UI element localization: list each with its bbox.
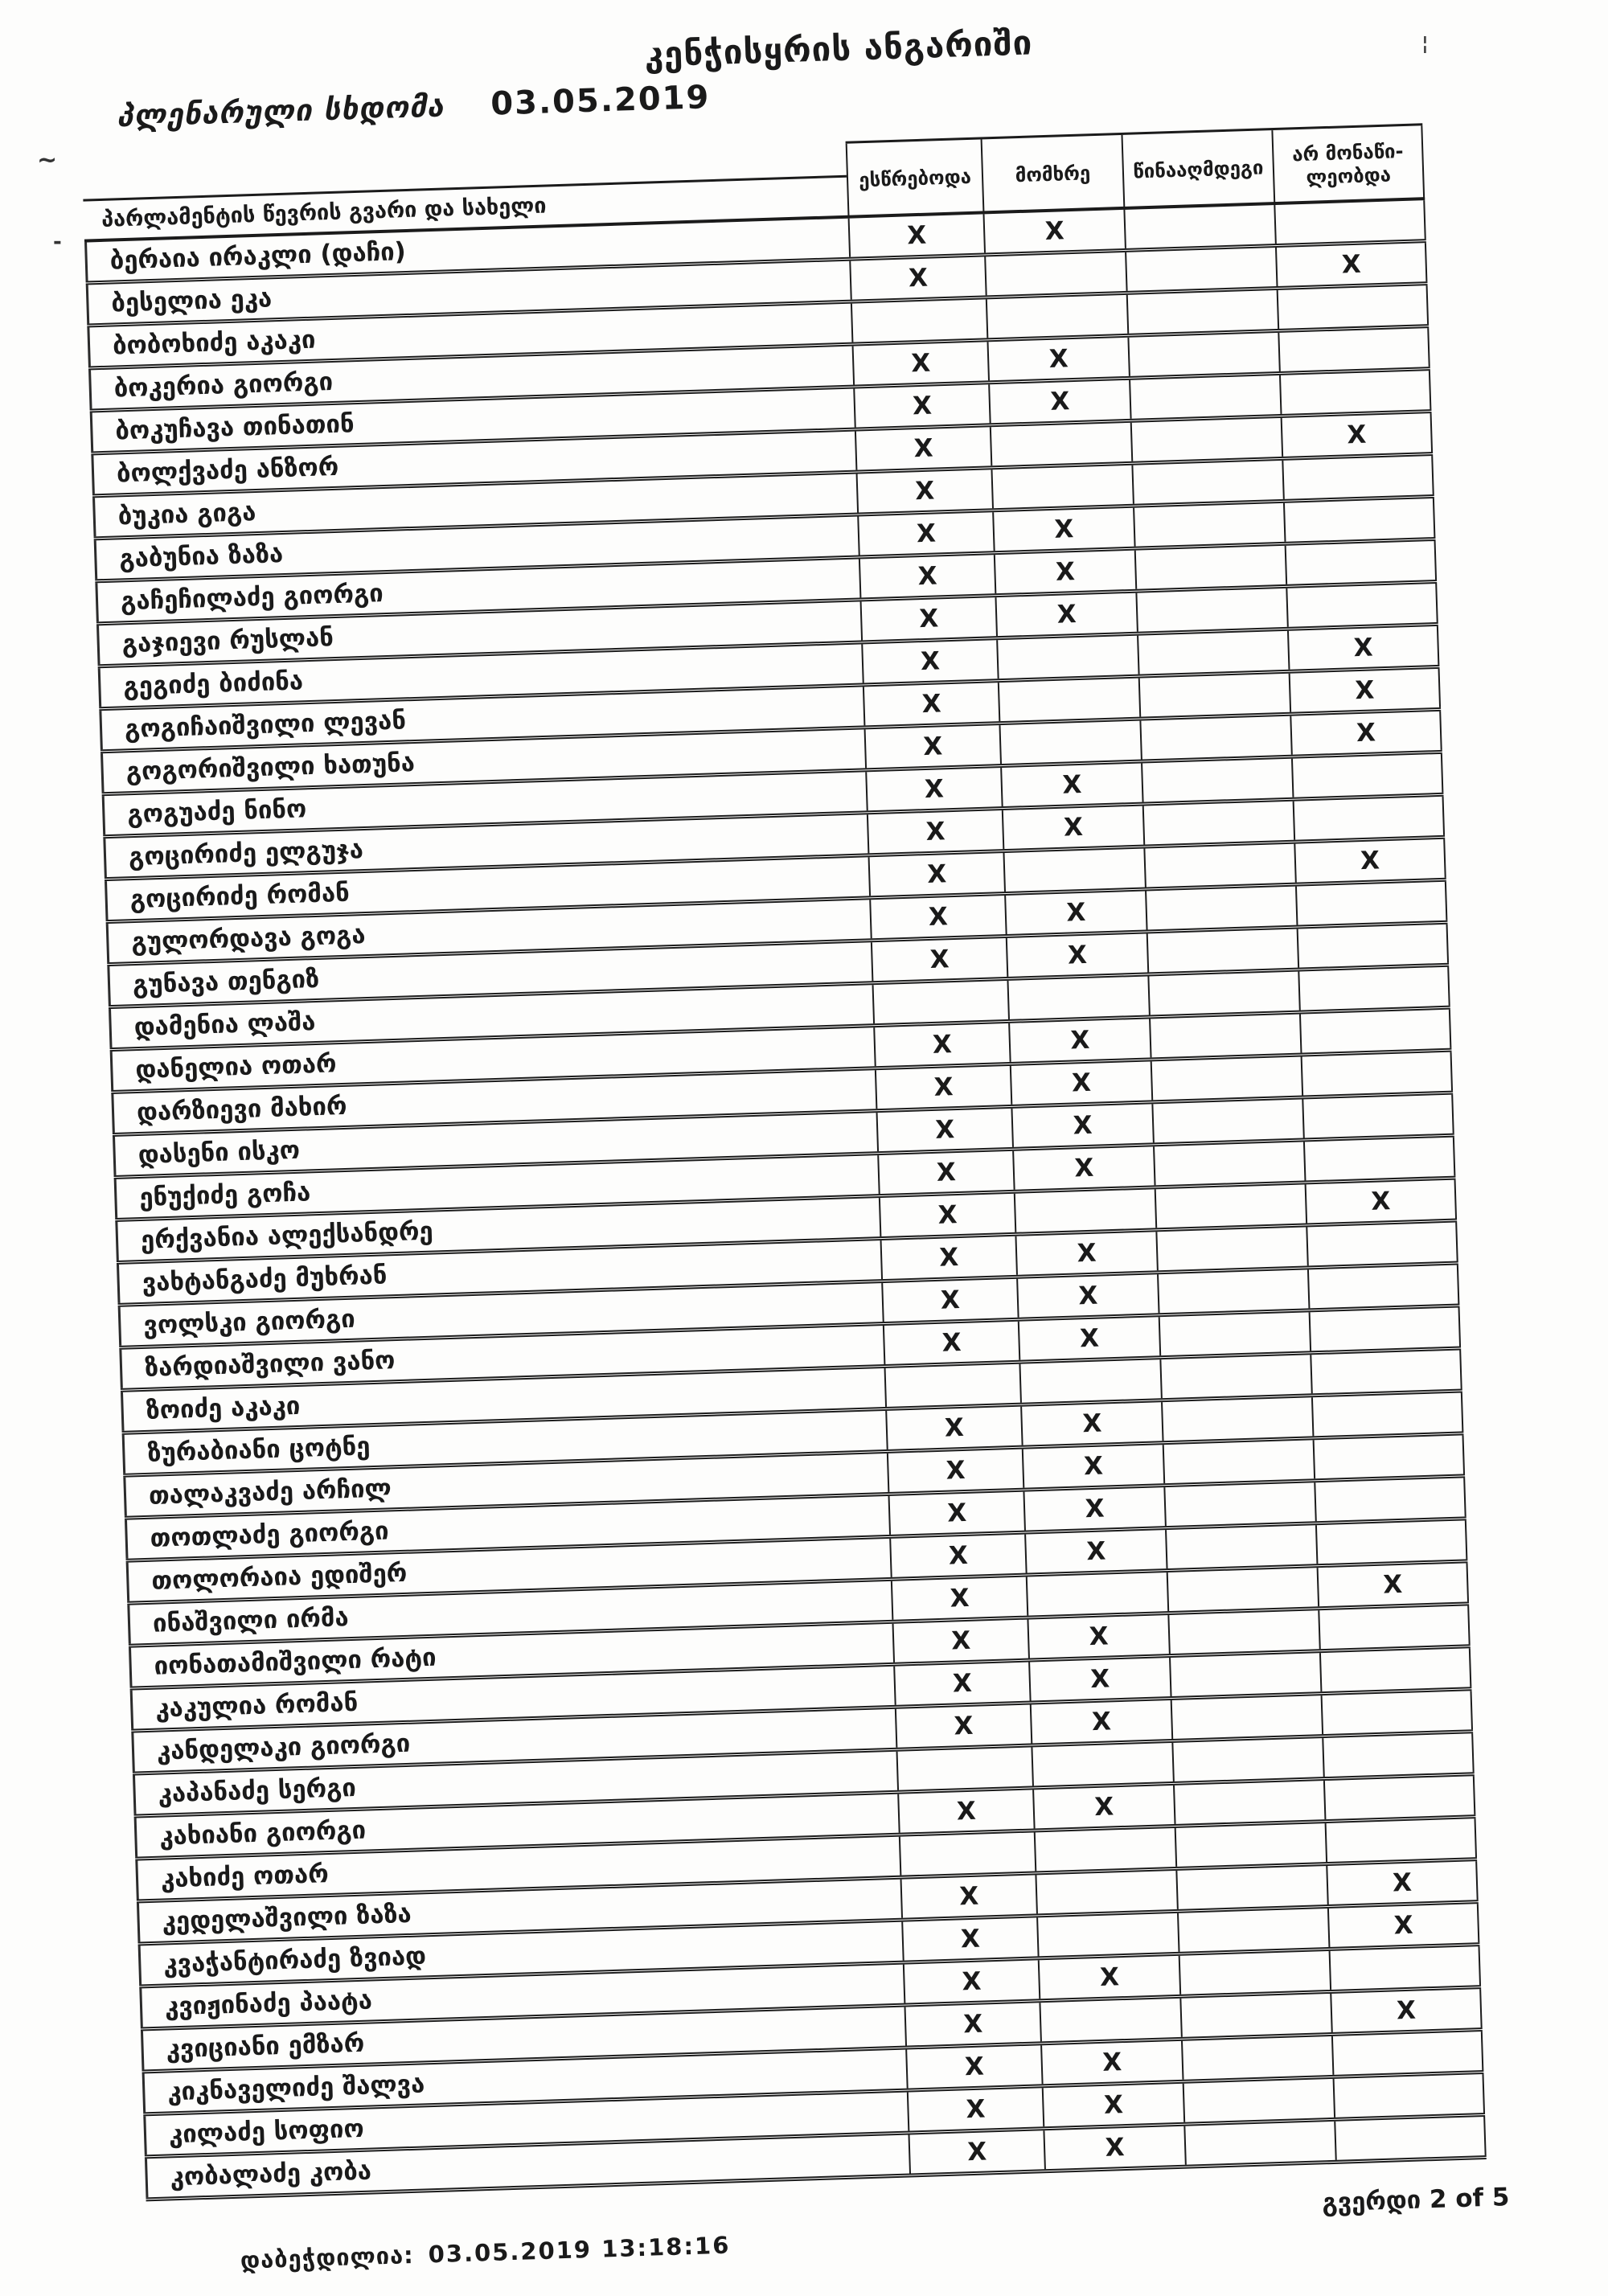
mark-for — [1007, 976, 1148, 1019]
mark-not-participated — [1306, 1223, 1458, 1266]
mark-not-participated — [1323, 1776, 1475, 1819]
mark-for: X — [983, 210, 1125, 252]
mark-not-participated: X — [1317, 1563, 1469, 1606]
footer-printed-value: 03.05.2019 13:18:16 — [428, 2231, 731, 2269]
member-name: კაპანაძე სერგი — [133, 1752, 897, 1814]
mark-not-participated — [1331, 2032, 1483, 2075]
mark-against — [1163, 1440, 1314, 1483]
mark-against — [1151, 1100, 1302, 1143]
member-name: გაბუნია ზაზა — [94, 517, 859, 580]
mark-not-participated — [1309, 1307, 1461, 1351]
member-name: კახიანი გიორგი — [134, 1794, 899, 1857]
member-name: კობალაძე კობა — [145, 2135, 909, 2198]
page-title: კენჭისყრის ანგარიში — [643, 23, 1034, 75]
member-name: კვიჟინაძე პაატა — [139, 1965, 904, 2027]
column-header-not-participated: არ მონაწი- ლეობდა — [1271, 125, 1425, 204]
mark-not-participated: X — [1305, 1180, 1457, 1224]
mark-against — [1145, 887, 1296, 930]
mark-not-participated — [1279, 371, 1431, 414]
mark-not-participated: X — [1289, 669, 1441, 712]
mark-against — [1157, 1269, 1308, 1313]
member-name: კვაჭანტირაძე ზვიად — [138, 1922, 903, 1985]
mark-attended: X — [848, 214, 984, 256]
member-name: კვიციანი ემზარ — [141, 2007, 905, 2070]
mark-for: X — [1002, 806, 1143, 849]
mark-against — [1141, 759, 1292, 802]
mark-attended: X — [893, 1663, 1029, 1705]
member-name: კანდელაკი გიორგი — [131, 1709, 896, 1772]
mark-attended: X — [864, 725, 1000, 768]
mark-attended — [896, 1748, 1032, 1790]
mark-attended: X — [885, 1407, 1021, 1449]
mark-not-participated — [1291, 754, 1443, 797]
mark-attended: X — [865, 768, 1001, 810]
mark-attended: X — [867, 810, 1003, 853]
mark-against — [1127, 333, 1278, 376]
mark-against — [1126, 290, 1278, 334]
mark-attended: X — [887, 1449, 1023, 1492]
mark-attended: X — [852, 342, 988, 384]
member-name: კილაძე სოფიო — [143, 2093, 908, 2155]
member-name: გოგიჩაიშვილი ლევან — [99, 687, 863, 749]
mark-against — [1169, 1653, 1320, 1696]
mark-not-participated — [1313, 1435, 1465, 1478]
mark-against — [1179, 1994, 1331, 2037]
session-label: პლენარული სხდომა — [116, 88, 445, 134]
mark-against — [1173, 1781, 1324, 1824]
column-header-attended: ესწრებოდა — [846, 139, 983, 217]
mark-against — [1177, 1909, 1328, 1952]
member-name: თოლორაია ედიშერ — [126, 1539, 891, 1601]
mark-not-participated — [1329, 1946, 1481, 1990]
mark-for: X — [1020, 1402, 1162, 1445]
mark-for — [1039, 1999, 1180, 2041]
mark-not-participated — [1333, 2074, 1485, 2118]
mark-against — [1149, 1015, 1300, 1058]
member-name: დამენია ლაშა — [109, 985, 873, 1048]
mark-against — [1138, 674, 1290, 717]
mark-attended: X — [888, 1492, 1024, 1535]
mark-attended: X — [875, 1066, 1011, 1109]
mark-against — [1153, 1142, 1304, 1186]
mark-for — [990, 423, 1131, 465]
member-name: გოგუაძე ნინო — [102, 772, 867, 834]
mark-for — [991, 465, 1132, 508]
mark-for: X — [1010, 1061, 1151, 1104]
mark-not-participated: X — [1294, 839, 1446, 883]
mark-against — [1175, 1823, 1326, 1867]
member-name: ზოიძე აკაკი — [121, 1368, 885, 1431]
mark-against — [1142, 802, 1294, 845]
mark-attended: X — [876, 1109, 1012, 1151]
mark-attended: X — [881, 1279, 1017, 1322]
mark-against — [1137, 631, 1288, 674]
mark-attended: X — [897, 1790, 1033, 1832]
mark-attended: X — [892, 1620, 1028, 1663]
member-name: კახიძე ოთარ — [135, 1837, 900, 1900]
mark-attended — [872, 981, 1008, 1023]
mark-against — [1143, 844, 1294, 888]
member-name-header: პარლამენტის წევრის გვარი და სახელი — [83, 175, 847, 240]
mark-not-participated: X — [1330, 1989, 1482, 2032]
mark-against — [1139, 716, 1290, 760]
member-name: დარზიევი მახირ — [111, 1070, 876, 1133]
mark-attended: X — [856, 469, 992, 512]
mark-for — [1019, 1359, 1160, 1402]
mark-for: X — [1027, 1615, 1168, 1658]
mark-for: X — [1040, 2041, 1182, 2084]
member-name: გოგორიშვილი ხათუნა — [100, 729, 865, 792]
mark-not-participated — [1295, 882, 1447, 925]
mark-for: X — [1015, 1232, 1156, 1274]
mark-against — [1165, 1525, 1316, 1568]
member-name: დანელია ოთარ — [110, 1027, 875, 1090]
member-name: დასენი ისკო — [113, 1113, 877, 1175]
mark-not-participated — [1314, 1478, 1466, 1521]
table-body — [84, 200, 1487, 2201]
mark-attended: X — [871, 938, 1007, 981]
mark-for — [1003, 849, 1144, 892]
mark-attended: X — [869, 896, 1005, 938]
member-name: ბობოხიძე აკაკი — [87, 304, 851, 367]
member-name: ენუქიძე გოჩა — [114, 1155, 879, 1218]
mark-for: X — [1011, 1104, 1152, 1146]
column-header-for: მომხრე — [981, 135, 1124, 213]
member-name: ზარდიაშვილი ვანო — [119, 1326, 884, 1388]
voting-table — [82, 123, 1487, 2201]
mark-not-participated — [1322, 1733, 1474, 1777]
mark-against — [1159, 1312, 1310, 1355]
mark-against — [1133, 503, 1284, 547]
mark-not-participated — [1285, 541, 1437, 584]
mark-not-participated — [1307, 1265, 1459, 1309]
mark-for: X — [992, 508, 1134, 551]
mark-attended: X — [857, 512, 993, 555]
mark-not-participated — [1318, 1605, 1470, 1649]
mark-against — [1125, 248, 1276, 291]
mark-against — [1151, 1057, 1302, 1101]
mark-for: X — [1032, 1786, 1174, 1828]
mark-against — [1159, 1355, 1311, 1398]
mark-attended: X — [907, 2088, 1043, 2130]
mark-not-participated: X — [1290, 711, 1442, 755]
member-name: ბოკერია გიორგი — [88, 346, 853, 409]
mark-for — [1014, 1189, 1155, 1232]
mark-not-participated — [1282, 456, 1434, 499]
mark-for: X — [1004, 892, 1146, 934]
mark-not-participated: X — [1281, 413, 1433, 457]
mark-not-participated — [1325, 1818, 1477, 1862]
mark-attended: X — [891, 1577, 1027, 1620]
mark-against — [1167, 1568, 1318, 1611]
scan-artifact: ~ — [37, 146, 58, 174]
mark-attended: X — [905, 2045, 1041, 2088]
mark-for: X — [1038, 1956, 1179, 1999]
mark-for: X — [987, 338, 1128, 380]
mark-not-participated — [1303, 1138, 1455, 1181]
member-name: იონათამიშვილი რატი — [129, 1624, 893, 1687]
mark-for: X — [1024, 1530, 1166, 1572]
member-name: გოცირიძე ელგუჯა — [103, 814, 868, 877]
mark-for: X — [1016, 1274, 1158, 1317]
mark-for: X — [1000, 764, 1142, 806]
mark-not-participated — [1310, 1350, 1462, 1393]
member-name: ინაშვილი ირმა — [127, 1581, 892, 1644]
member-name: გეგიძე ბიძინა — [98, 644, 863, 707]
mark-not-participated — [1277, 285, 1429, 329]
mark-for — [1035, 1871, 1176, 1913]
mark-for: X — [1022, 1445, 1163, 1487]
mark-attended: X — [904, 2003, 1040, 2045]
mark-attended: X — [860, 597, 996, 640]
mark-against — [1163, 1482, 1315, 1526]
mark-not-participated — [1334, 2117, 1486, 2160]
mark-for: X — [1006, 934, 1147, 977]
mark-against — [1155, 1184, 1306, 1228]
member-name: კაკულია რომან — [130, 1667, 895, 1729]
mark-not-participated — [1297, 925, 1449, 968]
mark-attended — [851, 299, 987, 342]
mark-for: X — [994, 551, 1135, 593]
mark-for: X — [1043, 2126, 1184, 2169]
mark-attended: X — [889, 1535, 1025, 1577]
member-name: ერქვანია ალექსანდრე — [115, 1198, 880, 1261]
mark-attended: X — [877, 1151, 1013, 1194]
mark-for: X — [988, 380, 1130, 423]
mark-attended: X — [880, 1236, 1016, 1279]
mark-attended — [899, 1832, 1035, 1875]
member-name: ზურაბიანი ცოტნე — [122, 1411, 887, 1474]
mark-not-participated — [1302, 1095, 1454, 1138]
mark-against — [1181, 2036, 1332, 2080]
mark-attended: X — [900, 1875, 1036, 1917]
scan-artifact: - — [53, 230, 62, 254]
mark-not-participated — [1315, 1520, 1467, 1564]
member-name: ბოლქვაძე ანზორ — [91, 432, 855, 494]
mark-for: X — [1018, 1317, 1159, 1359]
mark-not-participated: X — [1287, 626, 1439, 670]
member-name: ბოკუჩავა თინათინ — [90, 389, 855, 452]
mark-attended: X — [873, 1023, 1009, 1066]
member-name: თოთლაძე გიორგი — [125, 1496, 889, 1559]
footer-printed — [240, 2232, 730, 2274]
mark-against — [1171, 1738, 1323, 1781]
member-name: გოცირიძე რომან — [105, 857, 869, 920]
mark-against — [1131, 461, 1282, 504]
mark-not-participated — [1283, 498, 1435, 542]
mark-attended — [884, 1364, 1020, 1407]
mark-for: X — [995, 593, 1136, 636]
mark-for — [1031, 1743, 1172, 1786]
member-name: თალაკვაძე არჩილ — [123, 1453, 888, 1516]
mark-for: X — [1008, 1019, 1150, 1061]
mark-attended: X — [853, 384, 989, 427]
mark-for — [999, 721, 1140, 764]
member-name: ბუკია გიგა — [92, 474, 857, 537]
mark-not-participated — [1286, 584, 1438, 627]
member-name: ბერაია ირაკლი (დაჩი) — [84, 219, 849, 281]
mark-not-participated — [1298, 967, 1450, 1011]
member-name: ვახტანგაძე მუხრან — [117, 1240, 881, 1303]
mark-attended: X — [863, 683, 999, 725]
mark-attended: X — [879, 1194, 1015, 1236]
footer-printed-label: დაბეჭდილია: — [240, 2241, 415, 2274]
mark-against — [1130, 418, 1282, 461]
mark-attended: X — [849, 256, 985, 299]
mark-for: X — [1030, 1700, 1171, 1743]
member-name: გაჯიევი რუსლან — [96, 601, 861, 664]
mark-not-participated — [1278, 328, 1430, 371]
mark-not-participated — [1301, 1052, 1453, 1096]
mark-against — [1147, 929, 1298, 973]
mark-for: X — [1028, 1658, 1170, 1700]
mark-not-participated — [1274, 200, 1425, 244]
mark-against — [1183, 2122, 1335, 2165]
scan-artifact: ¦ — [1421, 32, 1429, 55]
mark-for — [1036, 1913, 1178, 1956]
mark-attended: X — [883, 1322, 1019, 1364]
mark-against — [1135, 588, 1286, 632]
member-name: გაჩეჩილაძე გიორგი — [95, 560, 859, 622]
mark-against — [1179, 1951, 1330, 1995]
mark-attended: X — [903, 1960, 1039, 2003]
column-header-against: წინააღმდეგი — [1121, 130, 1274, 209]
mark-against — [1161, 1397, 1312, 1441]
member-name: გულორდავა გოგა — [106, 900, 871, 962]
member-name: ვოლსკი გიორგი — [118, 1283, 883, 1346]
member-name: ბესელია ეკა — [86, 261, 851, 324]
mark-not-participated: X — [1275, 243, 1427, 286]
mark-for — [1026, 1572, 1167, 1615]
mark-attended: X — [909, 2130, 1044, 2173]
mark-not-participated — [1293, 797, 1445, 840]
member-name: კიკნაველიძე შალვა — [142, 2050, 907, 2113]
mark-not-participated — [1299, 1010, 1451, 1053]
mark-not-participated: X — [1326, 1861, 1478, 1904]
mark-against — [1167, 1610, 1319, 1654]
mark-not-participated — [1311, 1392, 1463, 1436]
session-date: 03.05.2019 — [490, 79, 711, 123]
mark-against — [1183, 2079, 1334, 2122]
mark-attended: X — [868, 853, 1004, 896]
mark-for — [984, 252, 1126, 295]
footer-page-number: გვერდი 2 of 5 — [1321, 2183, 1510, 2218]
mark-for — [998, 679, 1139, 721]
mark-against — [1175, 1866, 1327, 1909]
mark-attended: X — [901, 1917, 1037, 1960]
mark-not-participated: X — [1327, 1904, 1479, 1947]
mark-for: X — [1012, 1146, 1154, 1189]
mark-against — [1129, 375, 1280, 419]
mark-attended: X — [859, 555, 995, 597]
mark-attended: X — [895, 1705, 1031, 1748]
mark-against — [1134, 546, 1286, 589]
mark-for: X — [1042, 2084, 1183, 2126]
mark-attended: X — [855, 427, 991, 469]
mark-against — [1171, 1695, 1322, 1739]
mark-for — [1034, 1828, 1175, 1871]
mark-not-participated — [1319, 1648, 1471, 1691]
mark-for — [986, 295, 1127, 338]
mark-against — [1123, 205, 1274, 248]
mark-not-participated — [1321, 1691, 1473, 1734]
mark-for — [996, 636, 1138, 679]
mark-against — [1147, 972, 1298, 1015]
member-name: კედელაშვილი ზაზა — [137, 1880, 901, 1942]
member-name: გუნავა თენგიზ — [107, 942, 872, 1005]
mark-attended: X — [861, 640, 997, 683]
mark-against — [1155, 1227, 1306, 1270]
mark-for: X — [1023, 1487, 1164, 1530]
